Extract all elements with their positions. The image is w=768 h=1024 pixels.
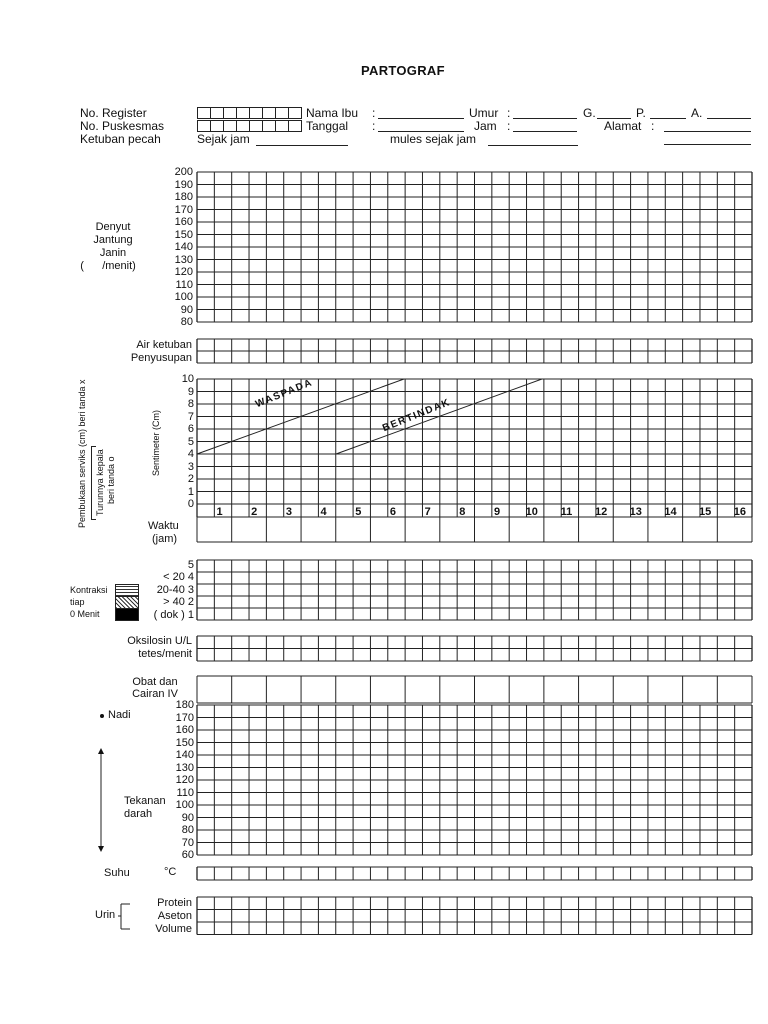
hour-number: 16: [733, 506, 746, 518]
g-label: G.: [583, 106, 596, 120]
hour-number: 3: [285, 506, 292, 518]
cervix-side-label: Pembukaan serviks (cm) beri tanda x: [77, 379, 87, 528]
vitals-tick-label: 100: [175, 799, 194, 811]
vitals-tick-label: 70: [181, 836, 194, 849]
fhr-tick-label: 170: [174, 203, 193, 216]
contraction-row-label: 20-40 3: [156, 583, 194, 596]
hour-number: 15: [699, 506, 712, 518]
air-ketuban-label: Air ketuban: [136, 339, 192, 351]
cervix-tick-label: 8: [187, 398, 194, 410]
cairan-label: Cairan IV: [132, 688, 178, 700]
protein-label: Protein: [157, 897, 192, 909]
penyusupan-label: Penyusupan: [130, 352, 192, 364]
kontraksi-label: Kontraksi: [70, 585, 108, 595]
cervix-tick-label: 1: [187, 485, 194, 498]
cervix-axis-label: Sentimeter (Cm): [151, 409, 161, 476]
fhr-tick-label: 90: [180, 303, 193, 316]
hour-number: 5: [355, 506, 362, 518]
cervix-tick-label: 10: [181, 373, 194, 385]
colon: :: [372, 119, 376, 133]
hour-number: 14: [664, 506, 677, 518]
aseton-label: Aseton: [157, 910, 192, 922]
no-register-label: No. Register: [80, 106, 147, 120]
vitals-tick-label: 180: [175, 699, 194, 711]
urin-label: Urin: [95, 909, 116, 921]
suhu-unit: °C: [164, 866, 177, 878]
fhr-tick-label: 200: [174, 166, 193, 178]
sejak-jam-label: Sejak jam: [197, 132, 250, 146]
hour-number: 12: [594, 506, 608, 518]
vitals-tick-label: 130: [175, 761, 194, 774]
tanggal-label: Tanggal: [306, 119, 349, 133]
cervix-tick-label: 5: [187, 435, 194, 448]
fhr-label: Janin: [99, 247, 127, 259]
waspada-label: WASPADA: [254, 377, 315, 411]
tiap-label: tiap: [70, 597, 85, 607]
hour-number: 9: [493, 506, 501, 518]
vitals-tick-label: 150: [175, 736, 194, 749]
hour-number: 1: [216, 506, 223, 518]
suhu-label: Suhu: [104, 867, 130, 879]
contraction-row-label: ( dok ) 1: [153, 608, 194, 621]
arrow-down-icon: [98, 846, 104, 852]
fhr-unit-label: ( /menit): [80, 260, 136, 272]
descent-label: beri tanda o: [106, 456, 116, 504]
vitals-tick-label: 60: [181, 849, 194, 861]
no-puskesmas-label: No. Puskesmas: [80, 119, 165, 133]
cervix-tick-label: 9: [187, 385, 194, 398]
mules-sejak-jam-label: mules sejak jam: [390, 132, 477, 146]
tekanan-label: Tekanan: [124, 795, 166, 807]
darah-label: darah: [124, 808, 153, 820]
legend-solid-swatch: [115, 608, 139, 621]
waktu-label: Waktu: [148, 520, 179, 532]
vitals-tick-label: 110: [176, 786, 194, 799]
menit-label: 0 Menit: [70, 609, 100, 619]
colon: :: [651, 119, 655, 133]
fhr-tick-label: 110: [175, 278, 193, 291]
fhr-tick-label: 130: [174, 253, 193, 266]
cervix-tick-label: 2: [187, 473, 194, 485]
descent-label: Turunnya kepala: [95, 449, 105, 516]
cervix-tick-label: 6: [187, 423, 194, 435]
fhr-tick-label: 100: [174, 291, 193, 303]
bertindak-label: BERTINDAK: [381, 396, 453, 435]
vitals-tick-label: 120: [175, 774, 194, 786]
hour-number: 2: [251, 506, 258, 518]
cervix-tick-label: 4: [187, 448, 194, 460]
arrow-up-icon: [98, 748, 104, 754]
nama-ibu-label: Nama Ibu: [306, 106, 359, 120]
ketuban-pecah-label: Ketuban pecah: [80, 132, 161, 146]
oksilosin-label: Oksilosin U/L: [127, 635, 192, 647]
p-label: P.: [636, 106, 646, 120]
vitals-tick-label: 140: [175, 749, 194, 761]
vitals-tick-label: 160: [175, 724, 194, 736]
hour-number: 4: [320, 506, 327, 518]
alamat-label: Alamat: [604, 119, 642, 133]
jam-label: Jam: [474, 119, 497, 133]
fhr-label: Jantung: [93, 234, 133, 246]
colon: :: [372, 106, 376, 120]
hour-number: 6: [389, 506, 397, 518]
fhr-label: Denyut: [95, 221, 131, 233]
obat-label: Obat dan: [132, 676, 178, 688]
hour-number: 13: [629, 506, 642, 518]
cervix-tick-label: 3: [187, 460, 194, 473]
cervix-tick-label: 7: [187, 410, 194, 423]
umur-label: Umur: [469, 106, 499, 120]
hour-number: 11: [560, 506, 573, 518]
fhr-tick-label: 190: [174, 178, 193, 191]
fhr-tick-label: 180: [174, 191, 193, 203]
hour-number: 10: [525, 506, 538, 518]
contraction-row-label: > 40 2: [163, 596, 194, 609]
vitals-tick-label: 90: [181, 811, 194, 824]
a-label: A.: [691, 106, 703, 120]
nadi-label: Nadi: [108, 709, 131, 721]
cervix-tick-label: 0: [187, 498, 194, 510]
colon: :: [507, 119, 511, 133]
nadi-dot-icon: [100, 714, 104, 718]
volume-label: Volume: [155, 923, 192, 935]
fhr-tick-label: 120: [174, 266, 193, 278]
vitals-tick-label: 80: [181, 824, 194, 836]
hour-number: 8: [459, 506, 466, 518]
fhr-tick-label: 140: [174, 241, 193, 253]
fhr-tick-label: 150: [174, 228, 193, 241]
vitals-tick-label: 170: [175, 711, 194, 724]
contraction-row-label: 5: [187, 559, 194, 571]
tetes-label: tetes/menit: [138, 648, 192, 660]
hour-number: 7: [424, 506, 431, 518]
page-title: PARTOGRAF: [361, 63, 445, 78]
contraction-row-label: < 20 4: [163, 571, 194, 584]
colon: :: [507, 106, 511, 120]
fhr-tick-label: 80: [180, 316, 193, 328]
fhr-tick-label: 160: [174, 216, 193, 228]
jam-unit-label: (jam): [152, 533, 178, 545]
